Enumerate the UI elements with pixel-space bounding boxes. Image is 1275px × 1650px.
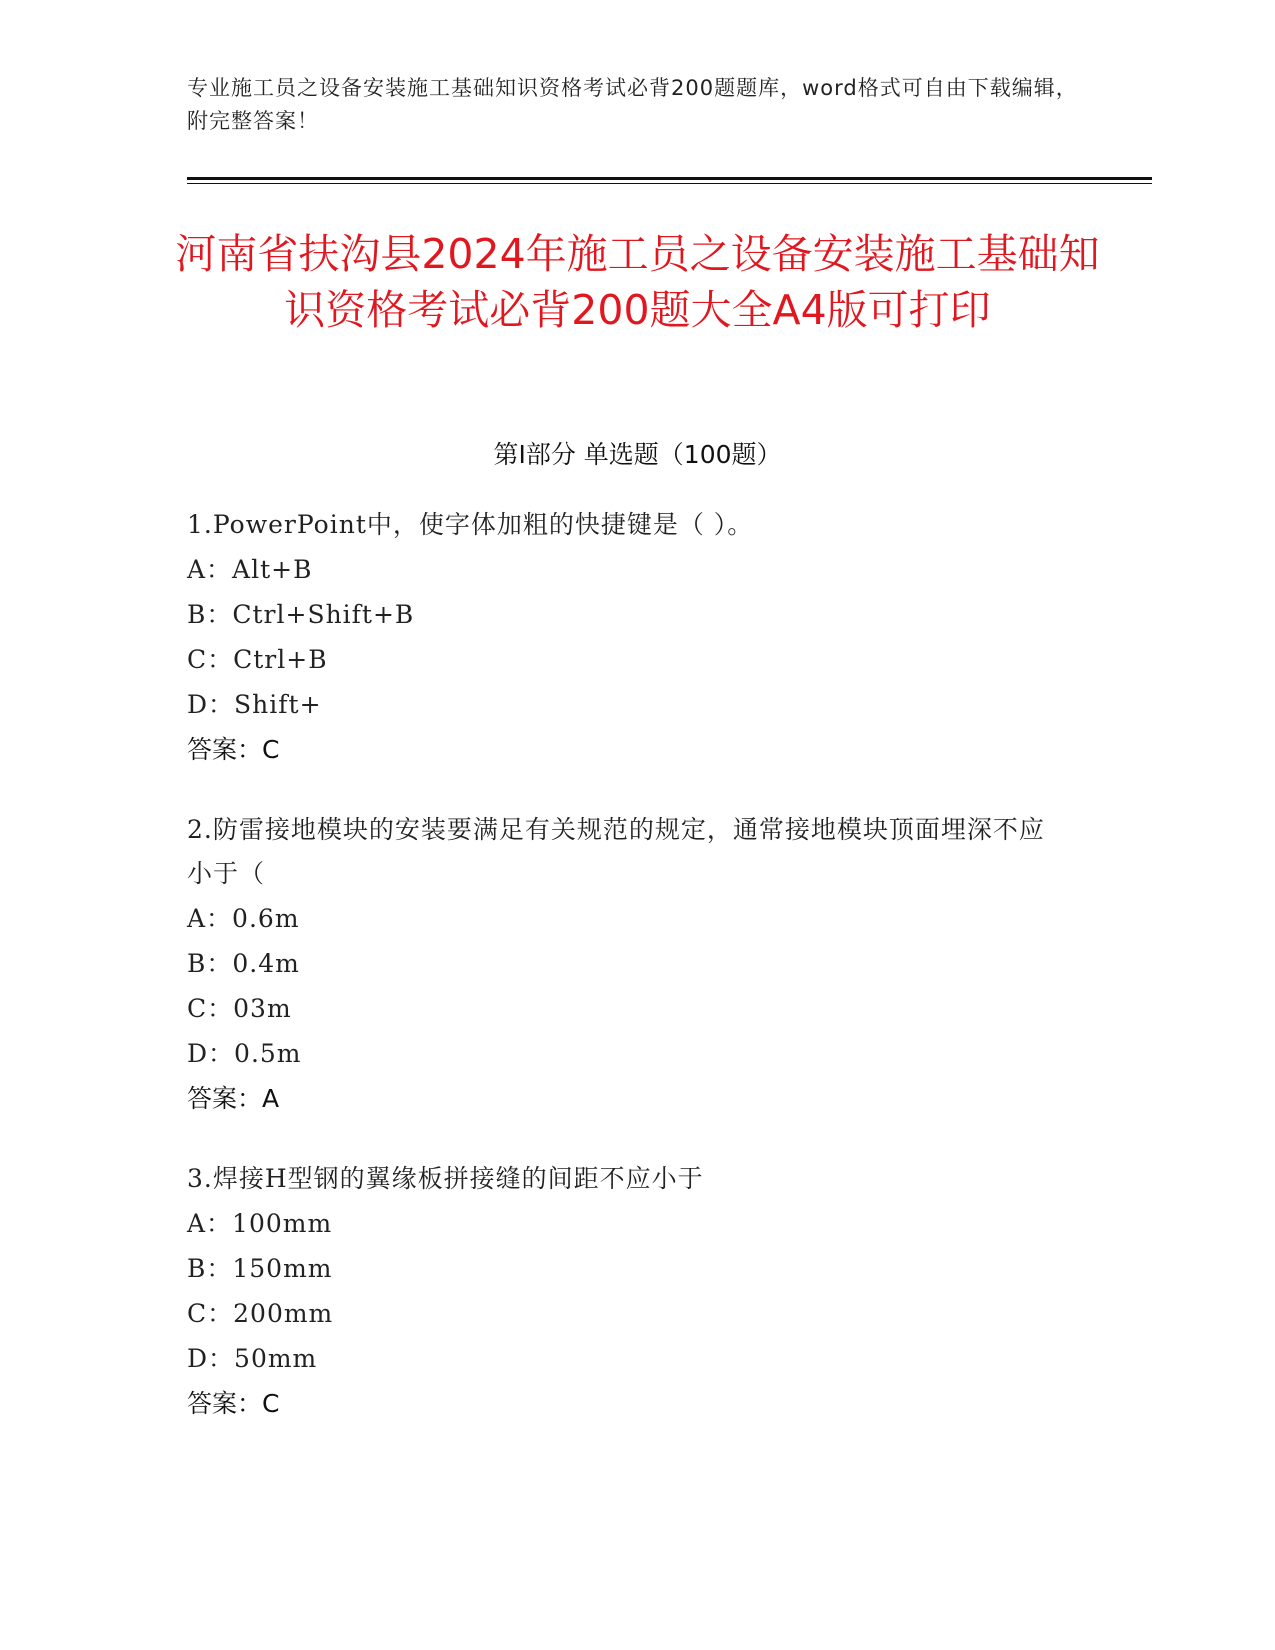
header-divider-thin — [187, 183, 1152, 184]
question-text: 1.PowerPoint中，使字体加粗的快捷键是（ ）。 — [187, 510, 754, 539]
option-a: A：100mm — [187, 1209, 333, 1238]
section-heading: 第I部分 单选题（100题） — [493, 440, 782, 469]
option-d: D：50mm — [187, 1344, 318, 1373]
option-a: A：Alt+B — [187, 555, 313, 584]
option-b: B：Ctrl+Shift+B — [187, 600, 415, 629]
answer: 答案：C — [187, 735, 280, 764]
option-c: C：Ctrl+B — [187, 645, 328, 674]
answer: 答案：A — [187, 1084, 280, 1113]
option-b: B：150mm — [187, 1254, 333, 1283]
question-text: 3.焊接H型钢的翼缘板拼接缝的间距不应小于 — [187, 1164, 704, 1193]
answer: 答案：C — [187, 1389, 280, 1418]
header-note: 专业施工员之设备安装施工基础知识资格考试必背200题题库，word格式可自由下载编辑，附完整答案！ — [187, 76, 1078, 133]
option-b: B：0.4m — [187, 949, 300, 978]
option-a: A：0.6m — [187, 904, 300, 933]
question-text: 2.防雷接地模块的安装要满足有关规范的规定，通常接地模块顶面埋深不应小于（ — [187, 815, 1045, 888]
option-c: C：03m — [187, 994, 292, 1023]
document-title: 河南省扶沟县2024年施工员之设备安装施工基础知识资格考试必背200题大全A4版可打印 — [175, 230, 1100, 334]
question-3 — [187, 1157, 1087, 1427]
option-c: C：200mm — [187, 1299, 334, 1328]
header-divider-thick — [187, 177, 1152, 180]
question-1 — [187, 503, 1087, 773]
option-d: D：Shift+ — [187, 690, 322, 719]
question-2 — [187, 808, 1047, 1122]
option-d: D：0.5m — [187, 1039, 302, 1068]
